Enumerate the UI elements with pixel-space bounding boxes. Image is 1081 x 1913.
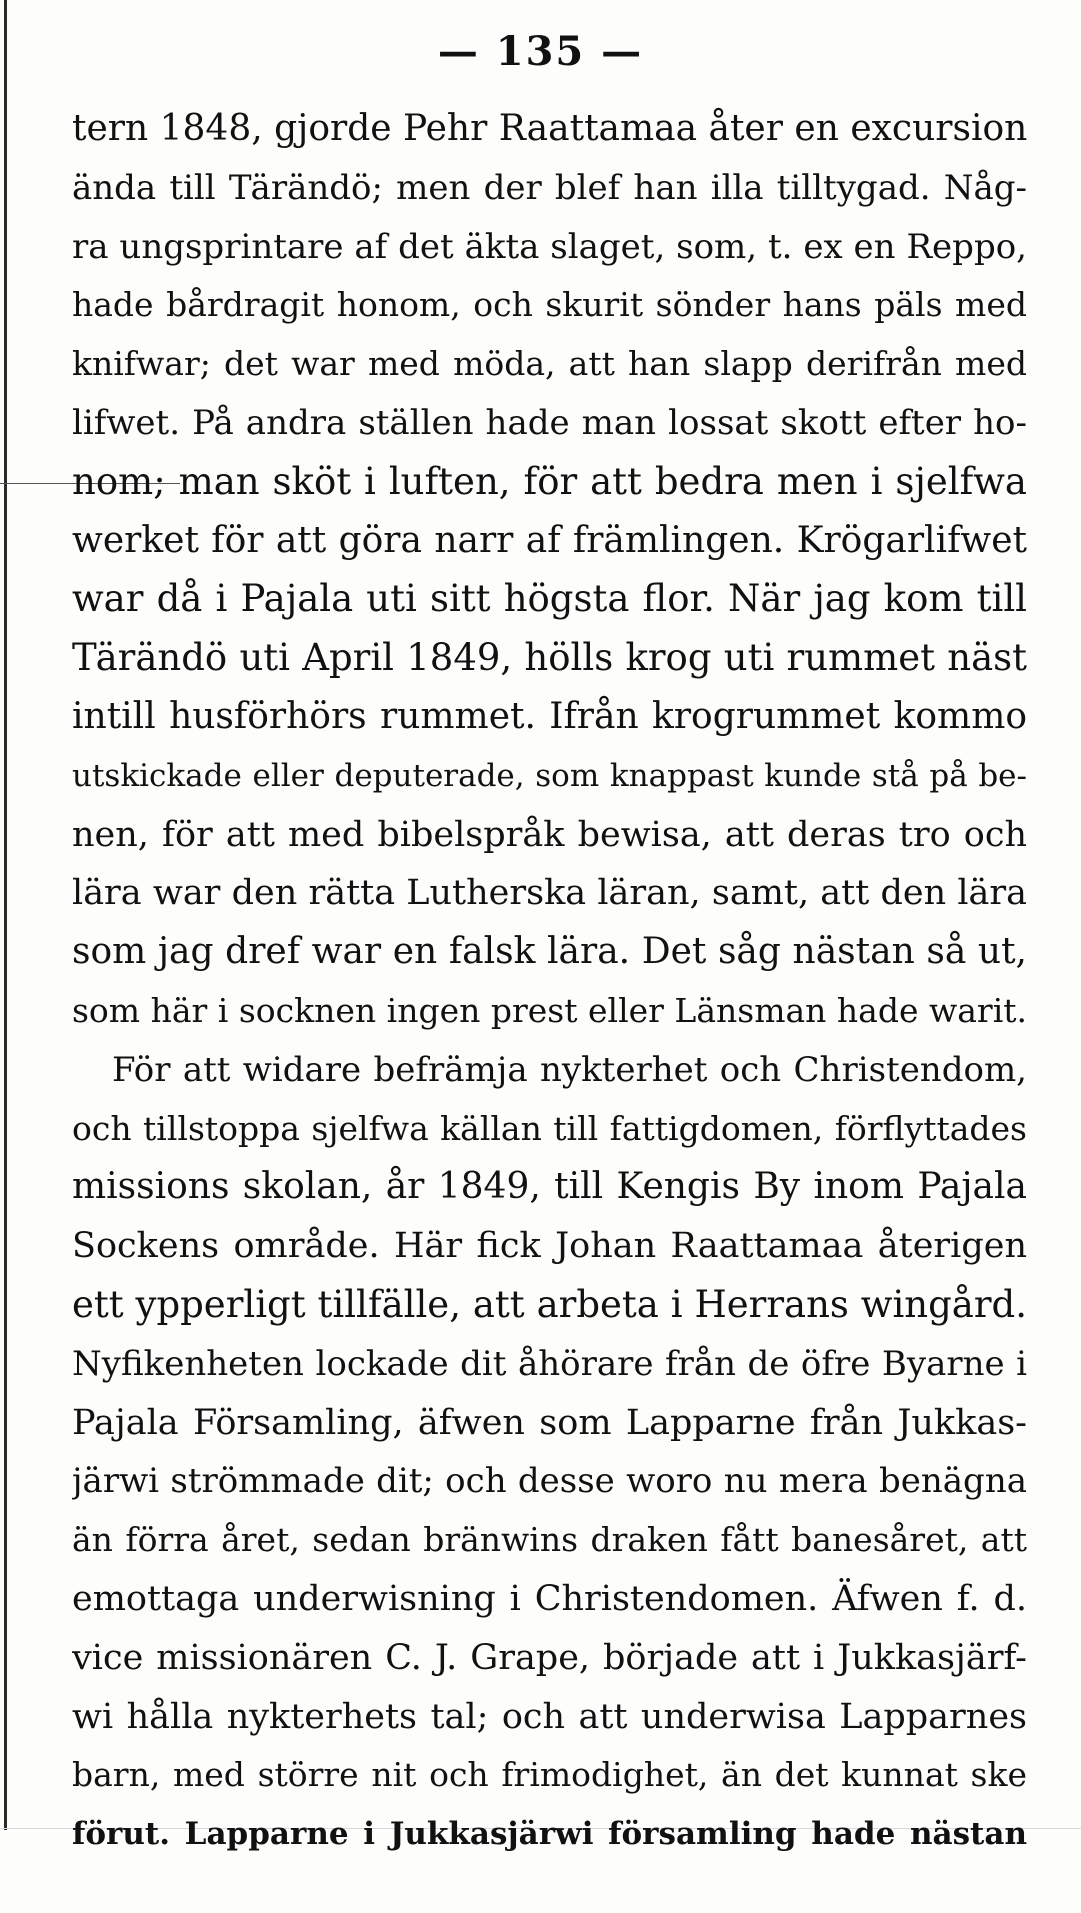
- text-line: ra ungsprintare af det äkta slaget, som, t. ex en Reppo,: [72, 226, 1027, 267]
- text-line: nom; man sköt i luften, för att bedra men i sjelfwa: [72, 459, 1027, 503]
- text-line: järwi strömmade dit; och desse woro nu mera benägna: [72, 1461, 1027, 1502]
- text-line: barn, med större nit och frimodighet, än det kunnat ske: [72, 1755, 1027, 1795]
- text-line: Tärändö uti April 1849, hölls krog uti rummet näst: [72, 636, 1027, 680]
- body-text: [72, 100, 1027, 1864]
- paragraph-start-line: För att widare befrämja nykterhet och Christendom,: [112, 1049, 1027, 1090]
- text-line: och tillstoppa sjelfwa källan till fattigdomen, förflyttades: [72, 1108, 1027, 1148]
- text-line: som jag dref war en falsk lära. Det såg nästan så ut,: [72, 931, 1027, 973]
- text-line: nen, för att med bibelspråk bewisa, att deras tro och: [72, 814, 1027, 855]
- last-text-line: förut. Lapparne i Jukkasjärwi församling hade nästan: [72, 1816, 1027, 1853]
- text-line: hade bårdragit honom, och skurit sönder hans päls med: [72, 285, 1027, 325]
- text-line: missions skolan, år 1849, till Kengis By inom Pajala: [72, 1166, 1027, 1208]
- page-number: — 135 —: [437, 28, 644, 75]
- text-line: än förra året, sedan bränwins draken fått banesåret, att: [72, 1520, 1027, 1560]
- text-line: Sockens område. Här fick Johan Raattamaa återigen: [72, 1226, 1027, 1267]
- text-line: knifwar; det war med möda, att han slapp derifrån med: [72, 344, 1027, 384]
- text-line: wi hålla nykterhets tal; och att underwisa Lapparnes: [72, 1696, 1027, 1737]
- text-line: utskickade eller deputerade, som knappast kunde stå på be-: [72, 757, 1027, 794]
- text-line: intill husförhörs rummet. Ifrån krogrummet kommo: [72, 695, 1027, 737]
- text-line: tern 1848, gjorde Pehr Raattamaa åter en excursion: [72, 108, 1027, 149]
- text-line: vice missionären C. J. Grape, började att i Jukkasjärf-: [72, 1637, 1027, 1678]
- text-line: Nyfikenheten lockade dit åhörare från de öfre Byarne i: [72, 1343, 1027, 1384]
- text-line: som här i socknen ingen prest eller Länsman hade warit.: [72, 990, 1027, 1030]
- text-line: emottaga underwisning i Christendomen. Äfwen f. d.: [72, 1578, 1027, 1619]
- text-line: lära war den rätta Lutherska läran, samt, att den lära: [72, 873, 1027, 914]
- text-line: Pajala Församling, äfwen som Lapparne från Jukkas-: [72, 1402, 1027, 1443]
- text-line: lifwet. På andra ställen hade man lossat skott efter ho-: [72, 402, 1027, 443]
- text-line: ett ypperligt tillfälle, att arbeta i Herrans wingård.: [72, 1282, 1027, 1326]
- page-binding-edge: [4, 0, 7, 1830]
- text-line: ända till Tärändö; men der blef han illa tilltygad. Någ-: [72, 167, 1027, 208]
- text-line: war då i Pajala uti sitt högsta flor. När jag kom till: [72, 577, 1027, 621]
- text-line: werket för att göra narr af främlingen. Krögarlifwet: [72, 519, 1027, 561]
